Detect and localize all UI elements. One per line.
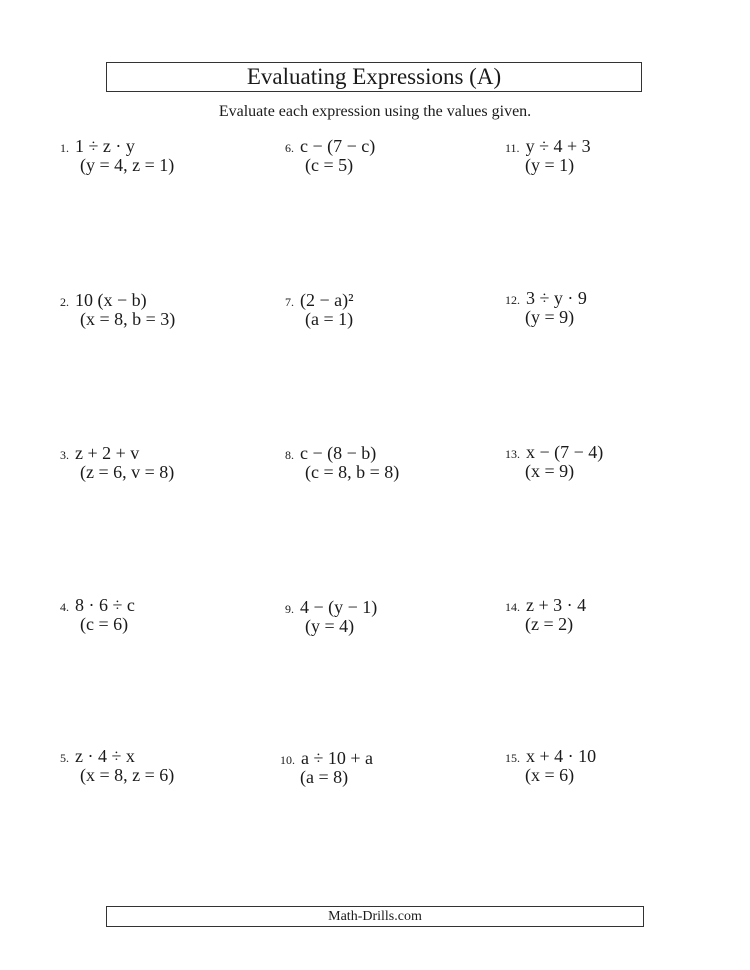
problem-8: [285, 443, 485, 483]
worksheet-title: [106, 62, 642, 92]
problem-values: (x = 6): [525, 765, 575, 785]
problem-number: 9.: [285, 602, 294, 616]
problem-14: [505, 595, 705, 635]
problem-2: [60, 290, 260, 330]
problem-expression: 8 · 6 ÷ c: [75, 595, 135, 615]
problem-13: [505, 442, 705, 482]
problem-number: 1.: [60, 141, 69, 155]
problem-9: [285, 597, 485, 637]
problem-10: [280, 748, 480, 788]
problem-number: 4.: [60, 600, 69, 614]
problem-7: [285, 290, 485, 330]
problem-expression: 3 ÷ y · 9: [526, 288, 587, 308]
footer: [106, 906, 644, 927]
problem-expression: z · 4 ÷ x: [75, 746, 135, 766]
worksheet-title-text: Evaluating Expressions (A): [246, 64, 502, 89]
problem-expression: z + 2 + v: [75, 443, 140, 463]
problem-values: (c = 6): [80, 614, 129, 634]
problem-expression: x + 4 · 10: [526, 746, 597, 766]
problem-expression: x − (7 − 4): [526, 442, 604, 462]
problem-number: 7.: [285, 295, 294, 309]
problem-6: [285, 136, 485, 176]
problem-4: [60, 595, 260, 635]
problem-number: 5.: [60, 751, 69, 765]
footer-site-name: Math-Drills.com: [328, 908, 422, 924]
problem-values: (a = 8): [300, 767, 349, 787]
problem-5: [60, 746, 260, 786]
problem-number: 3.: [60, 448, 69, 462]
problem-expression: 1 ÷ z · y: [75, 136, 135, 156]
problem-number: 8.: [285, 448, 294, 462]
problem-number: 10.: [280, 753, 295, 767]
problem-expression: y ÷ 4 + 3: [525, 136, 591, 156]
problem-12: [505, 288, 705, 328]
problem-1: [60, 136, 260, 176]
problem-values: (y = 4): [305, 616, 355, 636]
problem-number: 2.: [60, 295, 69, 309]
problem-values: (z = 2): [525, 614, 574, 634]
problem-expression: (2 − a)²: [300, 290, 354, 310]
problem-15: [505, 746, 705, 786]
problem-3: [60, 443, 260, 483]
problem-number: 15.: [505, 751, 520, 765]
problem-values: (x = 9): [525, 461, 575, 481]
problem-values: (x = 8, b = 3): [80, 309, 176, 329]
problem-values: (z = 6, v = 8): [80, 462, 175, 482]
problem-expression: c − (8 − b): [300, 443, 377, 463]
problem-number: 14.: [505, 600, 520, 614]
problem-11: [505, 136, 705, 176]
problem-expression: z + 3 · 4: [526, 595, 587, 615]
problem-values: (c = 8, b = 8): [305, 462, 400, 482]
problem-values: (y = 4, z = 1): [80, 155, 175, 175]
problem-number: 13.: [505, 447, 520, 461]
problem-expression: 4 − (y − 1): [300, 597, 378, 617]
problem-expression: a ÷ 10 + a: [301, 748, 374, 768]
instructions: Evaluate each expression using the values given.: [218, 103, 532, 120]
problem-values: (y = 1): [525, 155, 575, 175]
problem-number: 6.: [285, 141, 294, 155]
problem-values: (y = 9): [525, 307, 575, 327]
problem-expression: 10 (x − b): [75, 290, 147, 310]
problem-values: (a = 1): [305, 309, 354, 329]
problem-number: 12.: [505, 293, 520, 307]
problem-values: (c = 5): [305, 155, 354, 175]
problem-number: 11.: [505, 141, 520, 155]
problem-values: (x = 8, z = 6): [80, 765, 175, 785]
problem-expression: c − (7 − c): [300, 136, 376, 156]
